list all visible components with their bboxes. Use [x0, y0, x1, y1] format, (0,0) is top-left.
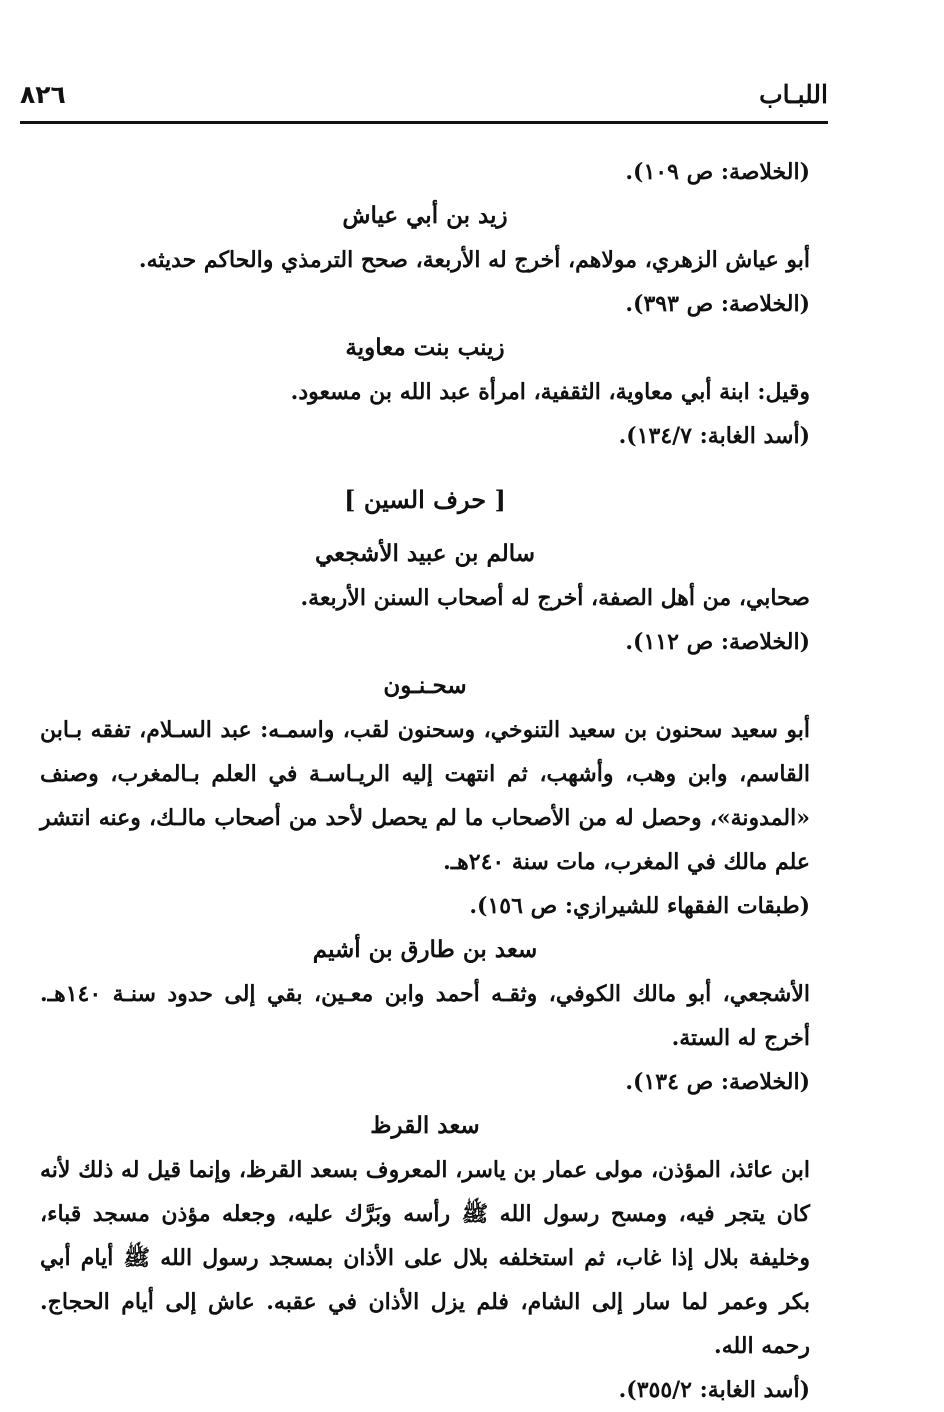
- header-rule: [20, 121, 828, 124]
- entry-title: سالم بن عبيد الأشجعي: [314, 540, 536, 567]
- entry-body: الأشجعي، أبو مالك الكوفي، وثقـه أحمد وابن معـين، بقي إلى حدود سنـة ١٤٠هـ. أخرج له الستة.: [40, 981, 810, 1051]
- entry-title: زينب بنت معاوية: [345, 334, 505, 361]
- entry-body: صحابي، من أهل الصفة، أخرج له أصحاب السنن الأربعة.: [300, 585, 810, 611]
- citation: (طبقات الفقهاء للشيرازي: ص ١٥٦).: [469, 893, 810, 919]
- entry-body: ابن عائذ، المؤذن، مولى عمار بن ياسر، المعروف بسعد القرظ، وإنما قيل له ذلك لأنه كان يتجر فيه، ومسح رسول الله ﷺ رأسه وبَرَّك عليه، وجعله مؤذن مسجد قباء، وخليفة بلال إذا غاب، ثم استخلفه بلال على الأذان بمسجد رسول الله ﷺ أيام أبي بكر وعمر لما سار إلى الشام، فلم يزل الأذان في عقبه. عاش إلى أيام الحجاج. رحمه الله.: [40, 1157, 810, 1359]
- entry-body: أبو سعيد سحنون بن سعيد التنوخي، وسحنون لقب، واسمـه: عبد السـلام، تفقه بـابن القاسم، وابن وهب، وأشهب، ثم انتهت إليه الريـاسـة في العلم بـالمغرب، وصنف «المدونة»، وحصل له من الأصحاب ما لم يحصل لأحد من أصحاب مالـك، وعنه انتشر علم مالك في المغرب، مات سنة ٢٤٠هـ.: [40, 717, 810, 875]
- entry-title: زيد بن أبي عياش: [342, 202, 508, 229]
- entry-title: سعد القرظ: [370, 1112, 480, 1139]
- citation: (أسد الغابة: ١٣٤/٧).: [618, 423, 810, 449]
- citation: (الخلاصة: ص ٣٩٣).: [625, 291, 810, 317]
- entry-body: وقيل: ابنة أبي معاوية، الثقفية، امرأة عبد الله بن مسعود.: [290, 379, 810, 405]
- entry-body: أبو عياش الزهري، مولاهم، أخرج له الأربعة، صحح الترمذي والحاكم حديثه.: [138, 247, 810, 273]
- entry-title: سعد بن طارق بن أشيم: [312, 936, 538, 963]
- entry-title: سحـنـون: [383, 672, 467, 699]
- citation: (أسد الغابة: ٣٥٥/٢).: [618, 1377, 810, 1403]
- section-heading: [ حرف السين ]: [344, 485, 506, 514]
- running-title: اللبـاب: [759, 80, 828, 109]
- citation: (الخلاصة: ص ١٠٩).: [625, 159, 810, 185]
- citation: (الخلاصة: ص ١١٢).: [625, 629, 810, 655]
- page-header: [20, 80, 828, 120]
- citation: (الخلاصة: ص ١٣٤).: [625, 1069, 810, 1095]
- page-number: ٨٢٦: [20, 80, 66, 109]
- page-content: [40, 150, 810, 1412]
